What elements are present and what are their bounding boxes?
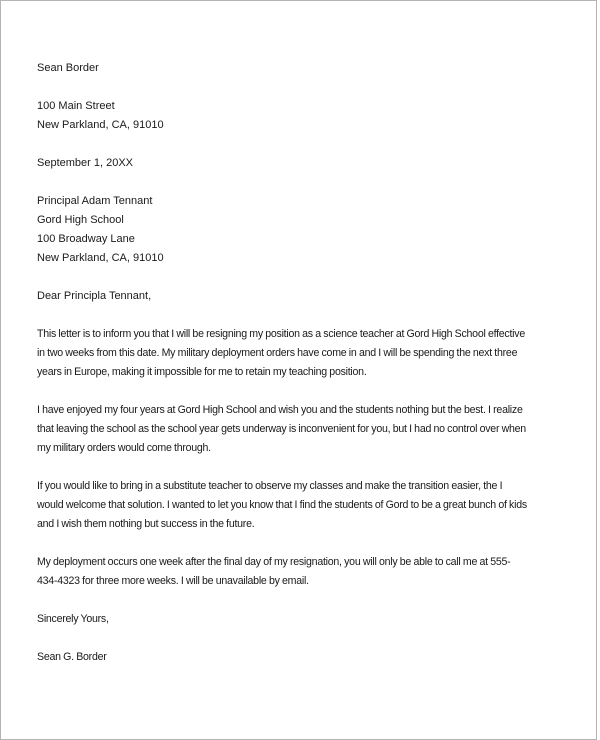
letter-date: September 1, 20XX bbox=[37, 157, 134, 169]
sender-name: Sean Border bbox=[37, 62, 99, 74]
paragraph-1: This letter is to inform you that I will be resigning my position as a science teacher at Gord High School effective in two weeks from this date. My military deployment orders have come in and I will be spending the next three years in Europe, making it impossible for me to retain my teaching position. bbox=[37, 328, 525, 378]
paragraph-4: My deployment occurs one week after the final day of my resignation, you will only be able to call me at 555- 434-4323 for three more weeks. I will be unavailable by email. bbox=[37, 556, 511, 587]
recipient-street: 100 Broadway Lane bbox=[37, 233, 135, 245]
paragraph-2: I have enjoyed my four years at Gord High School and wish you and the students nothing but the best. I realize that leaving the school as the school year gets underway is inconvenient for you, but I had no control over when my military orders would come through. bbox=[37, 404, 526, 454]
recipient-city: New Parkland, CA, 91010 bbox=[37, 252, 164, 264]
signature: Sean G. Border bbox=[37, 651, 107, 663]
recipient-address bbox=[37, 192, 164, 268]
sender-address bbox=[37, 97, 164, 135]
recipient-name: Principal Adam Tennant bbox=[37, 195, 153, 207]
salutation: Dear Principla Tennant, bbox=[37, 290, 152, 302]
sender-street: 100 Main Street bbox=[37, 100, 115, 112]
recipient-school: Gord High School bbox=[37, 214, 124, 226]
paragraph-3: If you would like to bring in a substitute teacher to observe my classes and make the transition easier, the I would welcome that solution. I wanted to let you know that I find the students of Gord to be a great bunch of kids and I wish them nothing but success in the future. bbox=[37, 480, 527, 530]
sender-city: New Parkland, CA, 91010 bbox=[37, 119, 164, 131]
closing: Sincerely Yours, bbox=[37, 613, 109, 625]
